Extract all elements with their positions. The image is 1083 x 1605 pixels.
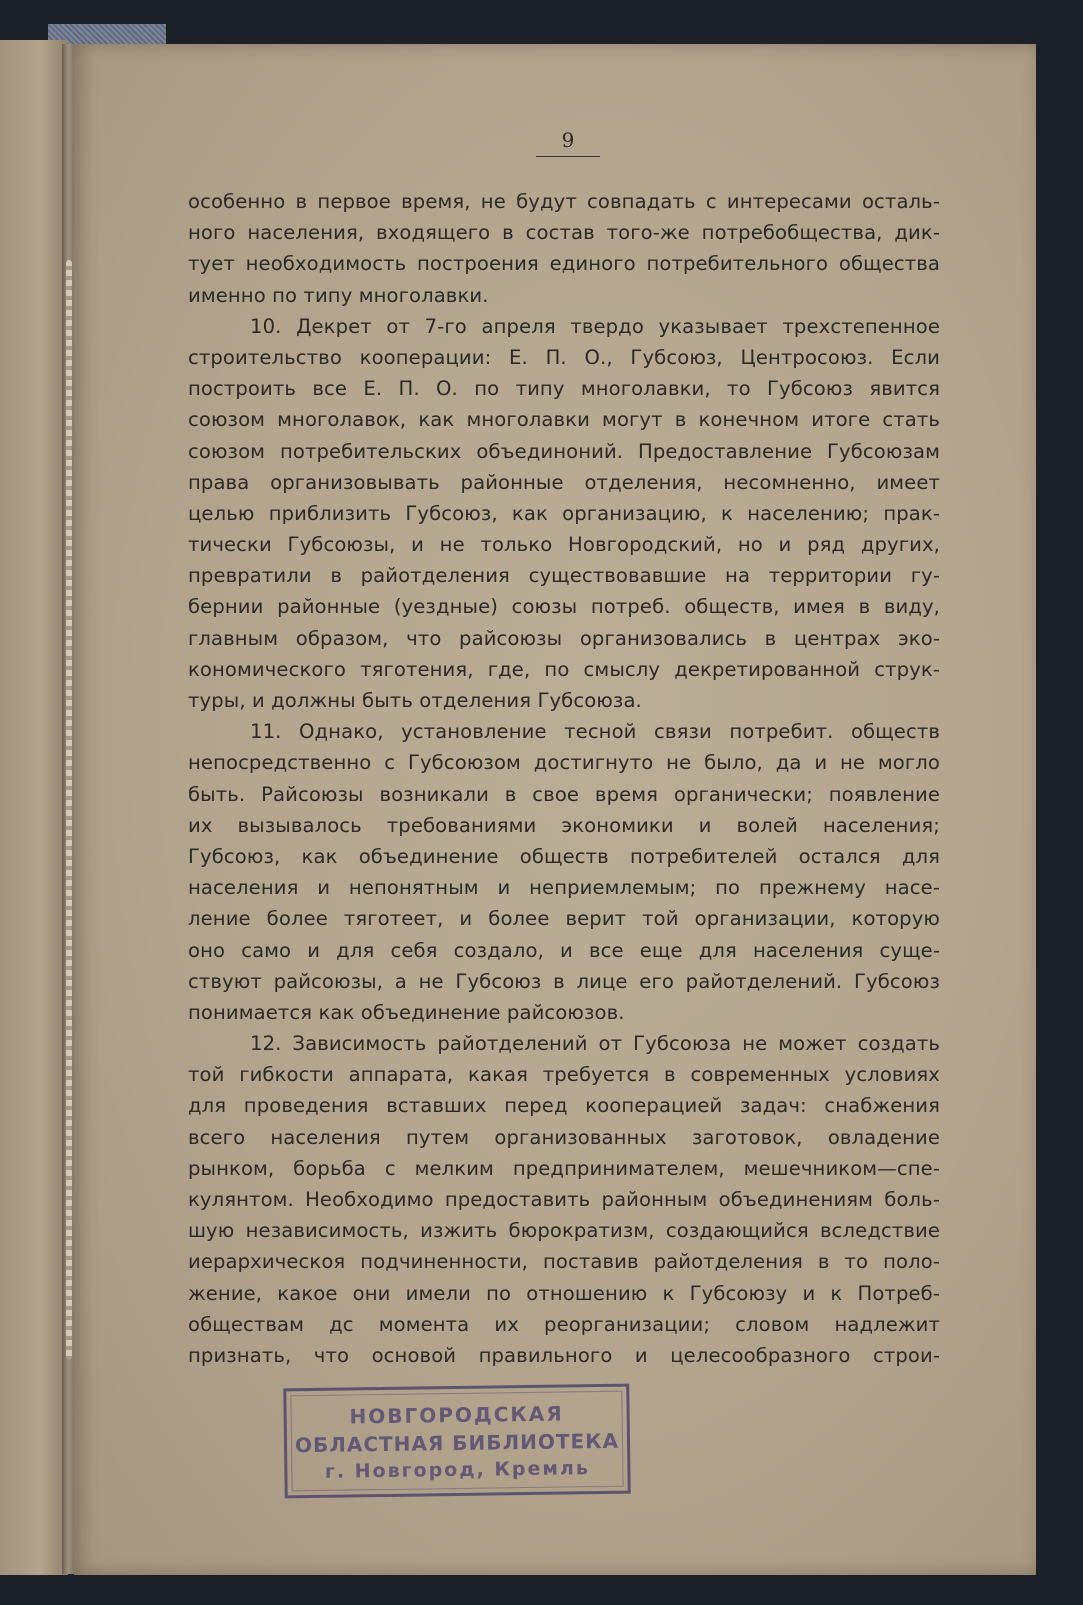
- text-line: тически Губсоюзы, и не только Новгородский, но и ряд других,: [188, 533, 940, 557]
- text-line: Губсоюз, как объединение обществ потребителей остался для: [188, 844, 940, 868]
- page-number-rule: [536, 156, 600, 157]
- text-line: союзом потребительских объединоний. Предоставление Губсоюзам: [188, 439, 940, 463]
- text-line: именно по типу многолавки.: [188, 283, 489, 307]
- text-line: строительство кооперации: Е. П. О., Губсоюз, Центросоюз. Если: [188, 345, 940, 369]
- text-line: той гибкости аппарата, какая требуется в современных условиях: [188, 1063, 940, 1087]
- page-number: 9: [561, 128, 575, 152]
- paragraph: [188, 186, 940, 311]
- text-line: бернии районные (уездные) союзы потреб. обществ, имея в виду,: [188, 595, 940, 619]
- library-stamp: [283, 1384, 631, 1499]
- text-line: 10. Декрет от 7-го апреля твердо указывает трехстепенное: [250, 314, 940, 338]
- text-line: кулянтом. Необходимо предоставить районным объединениям боль-: [188, 1188, 940, 1211]
- text-line: иерархическоя подчиненности, поставив райотделения в то поло-: [188, 1250, 940, 1274]
- text-line: оно само и для себя создало, и все еще для населения суще-: [188, 938, 940, 962]
- text-line: их вызывалось требованиями экономики и волей населения;: [188, 813, 940, 837]
- text-line: непосредственно с Губсоюзом достигнуто не было, да и не могло: [188, 751, 940, 775]
- text-line: союзом многолавок, как многолавки могут в конечном итоге стать: [188, 408, 940, 432]
- text-line: туры, и должны быть отделения Губсоюза.: [188, 689, 642, 712]
- text-line: ствуют райсоюзы, а не Губсоюз в лице его райотделений. Губсоюз: [188, 969, 940, 993]
- text-line: обществам дс момента их реорганизации; словом надлежит: [188, 1312, 940, 1336]
- text-line: права организовывать районные отделения, несомненно, имеет: [188, 470, 940, 494]
- text-line: кономического тяготения, где, по смыслу декретированной струк-: [188, 657, 940, 681]
- text-line: 12. Зависимость райотделений от Губсоюза не может создать: [250, 1032, 940, 1056]
- text-line: ление более тяготеет, и более верит той организации, которую: [188, 907, 940, 931]
- paragraph: [188, 716, 940, 1028]
- text-line: 11. Однако, установление тесной связи потребит. обществ: [250, 720, 940, 744]
- text-line: ного населения, входящего в состав того-же потребобщества, дик-: [188, 221, 940, 245]
- text-line: населения и непонятным и неприемлемым; по прежнему насе-: [188, 876, 940, 900]
- text-line: для проведения вставших перед кооперацией задач: снабжения: [188, 1094, 940, 1118]
- binding-thread: [66, 260, 72, 1360]
- paragraph: [188, 311, 940, 716]
- stamp-line: ОБЛАСТНАЯ БИБЛИОТЕКА: [294, 1428, 620, 1458]
- text-line: быть. Райсоюзы возникали в свое время органически; появление: [188, 782, 940, 806]
- text-line: тует необходимость построения единого потребительного общества: [188, 252, 940, 276]
- text-line: главным образом, что райсоюзы организовались в центрах эко-: [188, 626, 940, 650]
- text-line: шую независимость, изжить бюрократизм, создающийся вследствие: [188, 1219, 940, 1243]
- text-line: жение, какое они имели по отношению к Губсоюзу и к Потреб-: [188, 1281, 940, 1305]
- paragraph: [188, 1028, 940, 1371]
- text-line: превратили в райотделения существовавшие на территории гу-: [188, 564, 940, 588]
- text-line: признать, что основой правильного и целесообразного строи-: [188, 1343, 940, 1367]
- stamp-line: НОВГОРОДСКАЯ: [349, 1401, 564, 1429]
- left-page-edge: [0, 40, 68, 1575]
- text-line: понимается как объединение райсоюзов.: [188, 1000, 625, 1024]
- text-line: построить все Е. П. О. по типу многолавки, то Губсоюз явится: [188, 377, 940, 401]
- body-text: [188, 186, 940, 1371]
- stamp-line: г. Новгород, Кремль: [324, 1457, 591, 1483]
- text-line: рынком, борьба с мелким предпринимателем, мешечником—спе-: [188, 1156, 940, 1180]
- text-line: целью приблизить Губсоюз, как организацию, к населению; прак-: [188, 501, 940, 525]
- text-line: особенно в первое время, не будут совпадать с интересами осталь-: [188, 190, 940, 213]
- text-line: всего населения путем организованных заготовок, овладение: [188, 1125, 940, 1149]
